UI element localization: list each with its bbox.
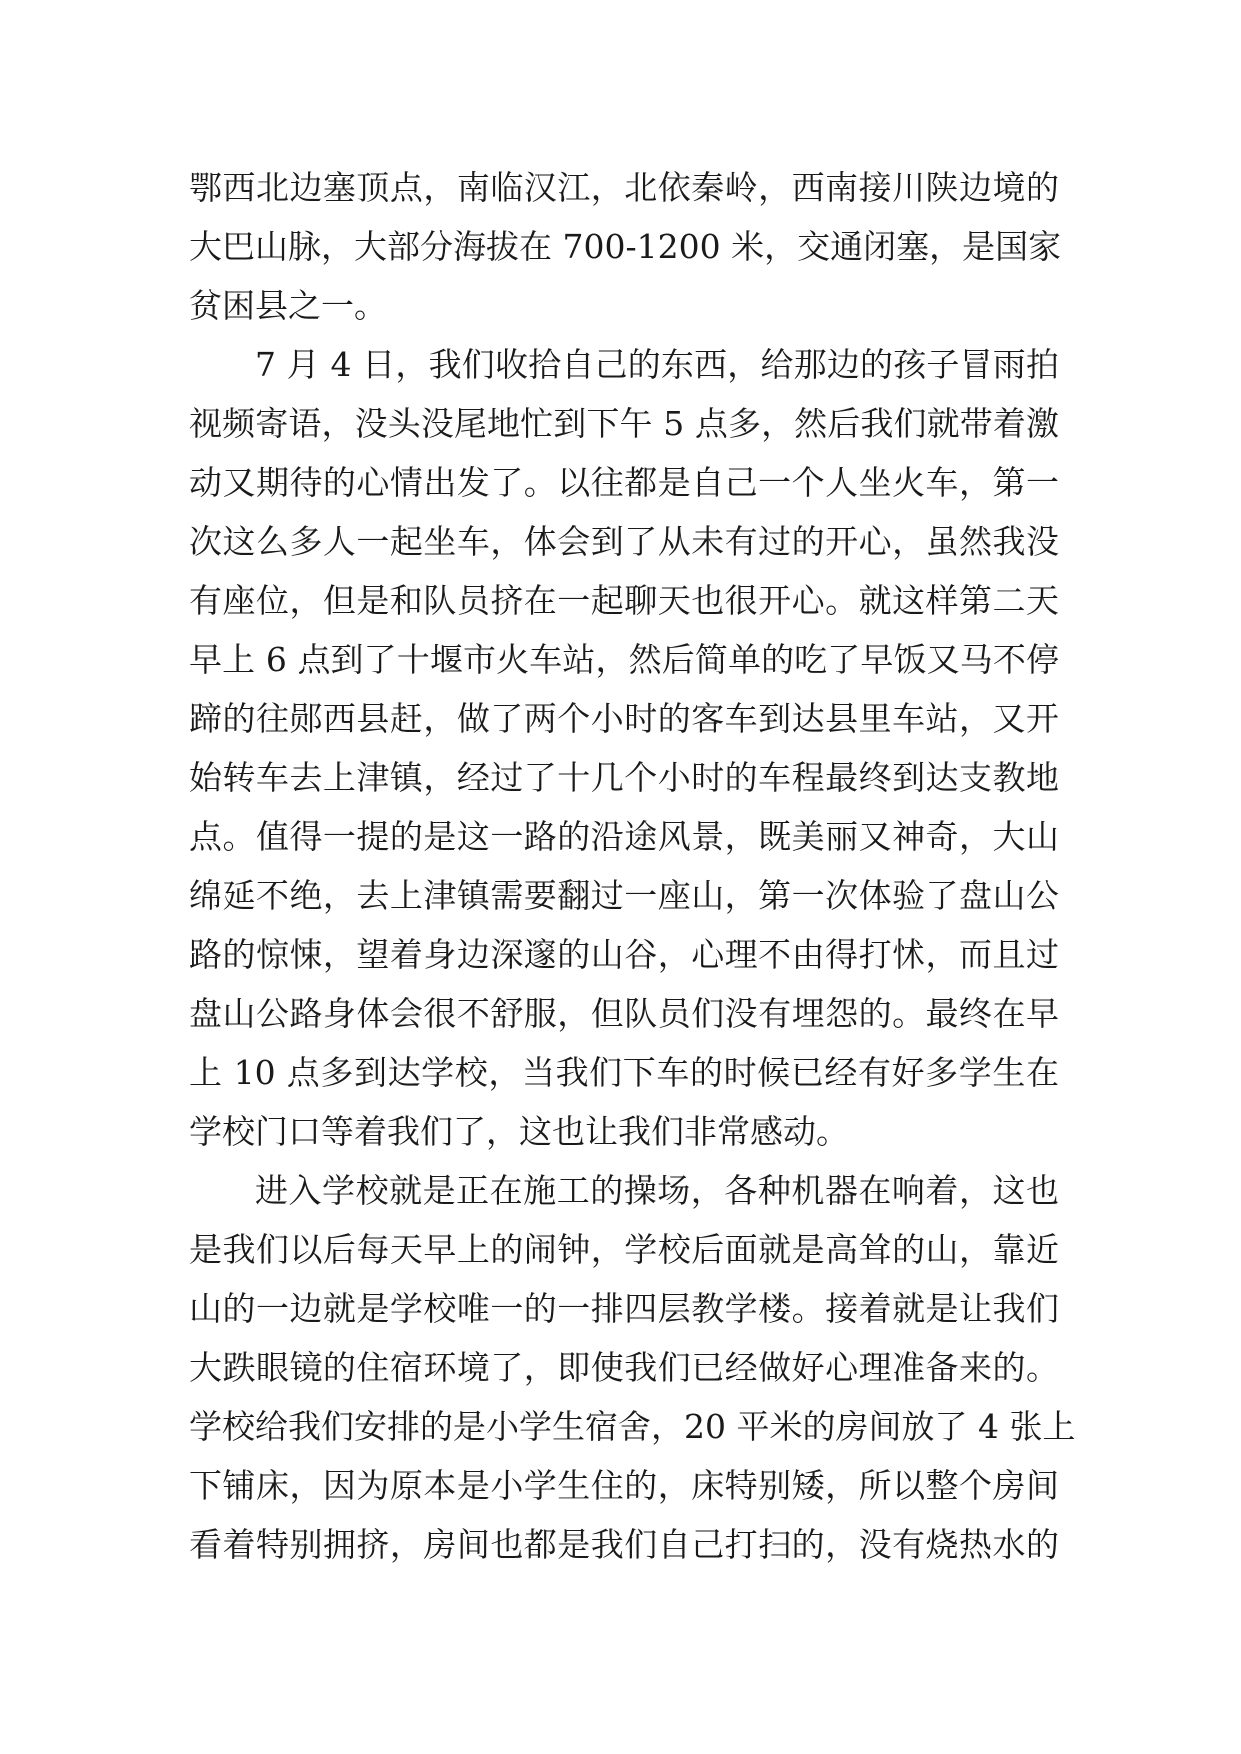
text-line: 学校门口等着我们了，这也让我们非常感动。 [189,1112,849,1151]
text-line: 上 10 点多到达学校，当我们下车的时候已经有好多学生在 [189,1053,1059,1092]
paragraph-start-line: 7 月 4 日，我们收拾自己的东西，给那边的孩子冒雨拍 [255,345,1059,384]
text-line: 鄂西北边塞顶点，南临汉江，北依秦岭，西南接川陕边境的 [189,168,1059,207]
text-line: 有座位，但是和队员挤在一起聊天也很开心。就这样第二天 [189,581,1059,620]
text-line: 山的一边就是学校唯一的一排四层教学楼。接着就是让我们 [189,1289,1059,1328]
text-line: 次这么多人一起坐车，体会到了从未有过的开心，虽然我没 [189,522,1059,561]
body-text [189,158,1076,1574]
text-line: 大跌眼镜的住宿环境了，即使我们已经做好心理准备来的。 [189,1348,1059,1387]
text-line: 蹄的往郧西县赶，做了两个小时的客车到达县里车站，又开 [189,699,1059,738]
text-line: 绵延不绝，去上津镇需要翻过一座山，第一次体验了盘山公 [189,876,1059,915]
text-line: 点。值得一提的是这一路的沿途风景，既美丽又神奇，大山 [189,817,1059,856]
text-line: 贫困县之一。 [189,286,387,325]
text-line: 是我们以后每天早上的闹钟，学校后面就是高耸的山，靠近 [189,1230,1059,1269]
text-line: 下铺床，因为原本是小学生住的，床特别矮，所以整个房间 [189,1466,1059,1505]
text-line: 始转车去上津镇，经过了十几个小时的车程最终到达支教地 [189,758,1059,797]
text-line: 路的惊悚，望着身边深邃的山谷，心理不由得打怵，而且过 [189,935,1059,974]
text-line: 学校给我们安排的是小学生宿舍，20 平米的房间放了 4 张上 [189,1407,1076,1446]
text-line: 大巴山脉，大部分海拔在 700-1200 米，交通闭塞，是国家 [189,227,1062,266]
text-line: 视频寄语，没头没尾地忙到下午 5 点多，然后我们就带着激 [189,404,1059,443]
text-line: 动又期待的心情出发了。以往都是自己一个人坐火车，第一 [189,463,1059,502]
text-line: 早上 6 点到了十堰市火车站，然后简单的吃了早饭又马不停 [189,640,1059,679]
paragraph-start-line: 进入学校就是正在施工的操场，各种机器在响着，这也 [255,1171,1059,1210]
text-line: 看着特别拥挤，房间也都是我们自己打扫的，没有烧热水的 [189,1525,1059,1564]
text-line: 盘山公路身体会很不舒服，但队员们没有埋怨的。最终在早 [189,994,1059,1033]
